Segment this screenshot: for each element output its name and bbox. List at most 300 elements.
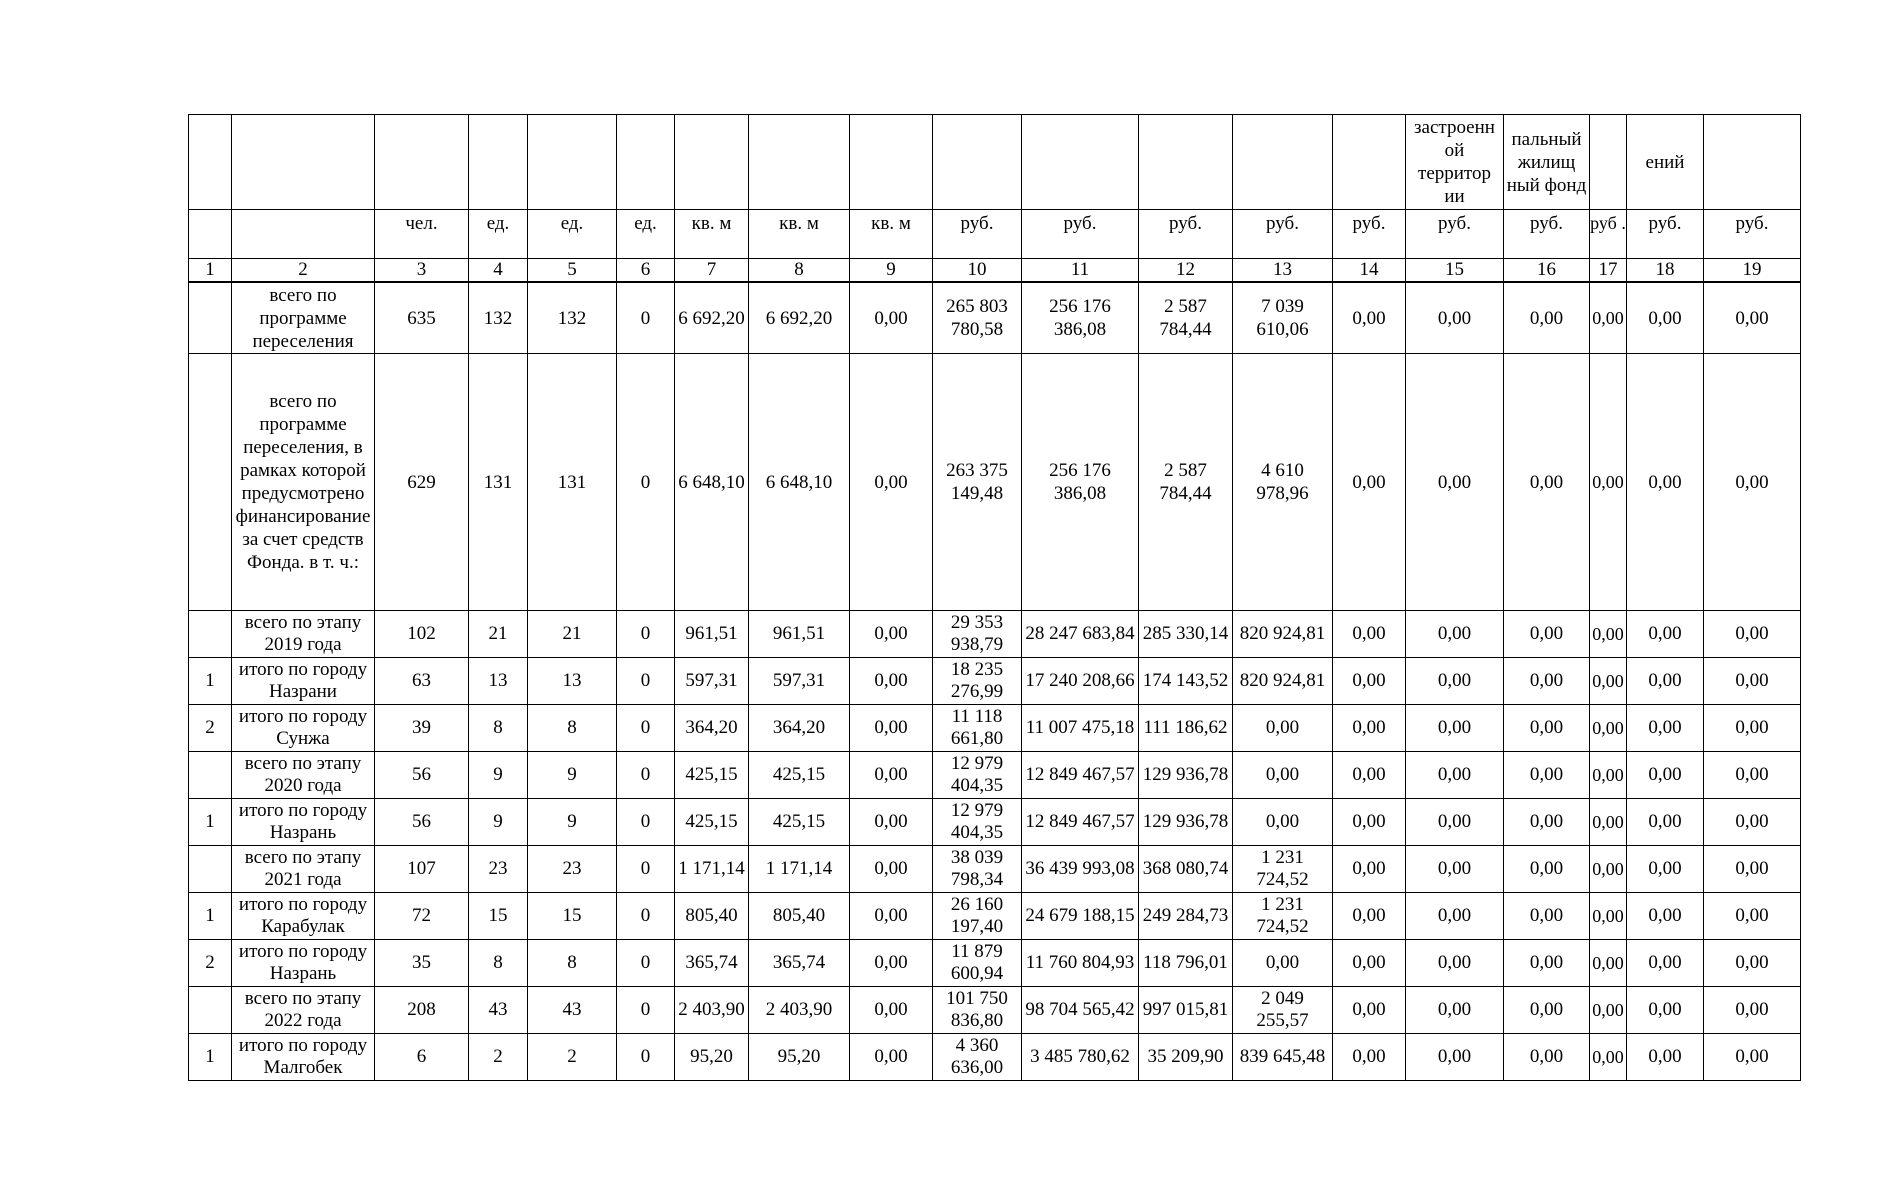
table-cell: 0,00 [850, 752, 933, 799]
header-title-col-11 [1022, 115, 1139, 210]
table-cell: 2 403,90 [749, 987, 850, 1034]
table-cell: 1 [189, 799, 232, 846]
table-cell: 0 [617, 705, 675, 752]
table-cell: 9 [528, 799, 617, 846]
table-cell: 0,00 [1590, 611, 1627, 658]
table-cell: 0,00 [1627, 799, 1704, 846]
header-unit-col-5: ед. [528, 210, 617, 259]
table-cell: 0,00 [1504, 611, 1590, 658]
table-cell: всего по программе переселения [232, 282, 375, 354]
header-unit-col-11: руб. [1022, 210, 1139, 259]
header-title-col-18: ений [1627, 115, 1704, 210]
table-cell: 131 [469, 354, 528, 611]
header-unit-col-4: ед. [469, 210, 528, 259]
table-cell: 43 [469, 987, 528, 1034]
table-cell: 256 176 386,08 [1022, 282, 1139, 354]
header-title-row [189, 115, 1801, 210]
table-cell: 961,51 [749, 611, 850, 658]
header-number-col-2: 2 [232, 259, 375, 283]
table-cell: 365,74 [675, 940, 749, 987]
table-cell: всего по этапу 2020 года [232, 752, 375, 799]
table-row [189, 354, 1801, 611]
table-cell: 38 039 798,34 [933, 846, 1022, 893]
table-cell: 1 171,14 [749, 846, 850, 893]
table-cell: 0,00 [1704, 940, 1801, 987]
table-cell: 0,00 [1333, 893, 1406, 940]
table-cell: 0,00 [1406, 752, 1504, 799]
table-cell [189, 987, 232, 1034]
table-cell: 6 648,10 [749, 354, 850, 611]
table-cell: 597,31 [675, 658, 749, 705]
header-unit-col-16: руб. [1504, 210, 1590, 259]
header-number-row [189, 259, 1801, 283]
header-number-col-9: 9 [850, 259, 933, 283]
header-title-col-4 [469, 115, 528, 210]
header-title-col-7 [675, 115, 749, 210]
table-cell: 0 [617, 354, 675, 611]
table-cell: 0,00 [1504, 705, 1590, 752]
header-number-col-17: 17 [1590, 259, 1627, 283]
table-cell: 9 [469, 799, 528, 846]
table-cell: 6 692,20 [675, 282, 749, 354]
table-cell: 107 [375, 846, 469, 893]
table-cell: 21 [469, 611, 528, 658]
table-cell: 0,00 [1504, 799, 1590, 846]
table-cell: 1 231 724,52 [1233, 846, 1333, 893]
table-cell: всего по этапу 2022 года [232, 987, 375, 1034]
table-cell: 0,00 [1406, 846, 1504, 893]
table-cell: 6 [375, 1034, 469, 1081]
table-cell: 1 [189, 658, 232, 705]
table-cell: 17 240 208,66 [1022, 658, 1139, 705]
table-cell: 0,00 [1590, 1034, 1627, 1081]
table-row [189, 705, 1801, 752]
table-cell: 961,51 [675, 611, 749, 658]
table-cell: 0,00 [1406, 987, 1504, 1034]
table-cell: 8 [528, 940, 617, 987]
table-cell: 839 645,48 [1233, 1034, 1333, 1081]
table-cell: 0,00 [1504, 940, 1590, 987]
table-cell: 0,00 [850, 658, 933, 705]
table-cell: 0 [617, 846, 675, 893]
table-cell: 0 [617, 1034, 675, 1081]
table-cell: 0,00 [1406, 1034, 1504, 1081]
resettlement-program-table [188, 114, 1801, 1081]
header-number-col-3: 3 [375, 259, 469, 283]
header-unit-col-19: руб. [1704, 210, 1801, 259]
header-unit-col-17: руб . [1590, 210, 1627, 259]
table-cell: 8 [469, 705, 528, 752]
table-cell: итого по городу Назрань [232, 799, 375, 846]
table-cell: 35 209,90 [1139, 1034, 1233, 1081]
table-cell: 0,00 [1504, 354, 1590, 611]
table-cell: 597,31 [749, 658, 850, 705]
table-cell: 425,15 [675, 799, 749, 846]
table-cell: 0,00 [1590, 658, 1627, 705]
table-cell: 36 439 993,08 [1022, 846, 1139, 893]
table-cell: 2 403,90 [675, 987, 749, 1034]
header-title-col-9 [850, 115, 933, 210]
table-cell: 0,00 [1333, 658, 1406, 705]
table-cell: 0,00 [1233, 799, 1333, 846]
table-cell: 0,00 [1504, 658, 1590, 705]
table-cell: 8 [469, 940, 528, 987]
table-cell: 11 879 600,94 [933, 940, 1022, 987]
header-unit-col-14: руб. [1333, 210, 1406, 259]
table-cell: 26 160 197,40 [933, 893, 1022, 940]
table-cell: 0,00 [1590, 846, 1627, 893]
table-cell: 629 [375, 354, 469, 611]
table-cell: всего по этапу 2019 года [232, 611, 375, 658]
table-row [189, 1034, 1801, 1081]
table-cell: 997 015,81 [1139, 987, 1233, 1034]
header-title-col-12 [1139, 115, 1233, 210]
table-cell: 102 [375, 611, 469, 658]
table-cell: 63 [375, 658, 469, 705]
header-unit-col-8: кв. м [749, 210, 850, 259]
header-number-col-6: 6 [617, 259, 675, 283]
table-cell [189, 752, 232, 799]
table-cell: 0,00 [1504, 752, 1590, 799]
header-number-col-14: 14 [1333, 259, 1406, 283]
header-number-col-8: 8 [749, 259, 850, 283]
table-cell: 0,00 [1704, 799, 1801, 846]
table-cell: 35 [375, 940, 469, 987]
table-cell [189, 354, 232, 611]
table-cell: 0,00 [850, 987, 933, 1034]
table-cell: 2 [528, 1034, 617, 1081]
table-cell: 12 979 404,35 [933, 752, 1022, 799]
header-title-col-2 [232, 115, 375, 210]
table-cell: 0,00 [1406, 940, 1504, 987]
table-cell: 0,00 [1406, 658, 1504, 705]
table-cell: 0,00 [850, 1034, 933, 1081]
table-cell: 0 [617, 893, 675, 940]
table-cell: 12 849 467,57 [1022, 799, 1139, 846]
table-cell: 0,00 [1704, 282, 1801, 354]
table-cell: 9 [528, 752, 617, 799]
table-cell: итого по городу Назрани [232, 658, 375, 705]
table-cell: 15 [528, 893, 617, 940]
table-cell: 0,00 [1627, 611, 1704, 658]
table-cell: 56 [375, 752, 469, 799]
header-unit-col-9: кв. м [850, 210, 933, 259]
table-cell: 111 186,62 [1139, 705, 1233, 752]
header-title-col-17 [1590, 115, 1627, 210]
table-cell: 0,00 [1704, 611, 1801, 658]
table-cell: 0,00 [1704, 893, 1801, 940]
header-number-col-7: 7 [675, 259, 749, 283]
table-cell: 0,00 [1590, 705, 1627, 752]
table-cell: 28 247 683,84 [1022, 611, 1139, 658]
table-cell: 0,00 [1504, 893, 1590, 940]
header-number-col-11: 11 [1022, 259, 1139, 283]
table-cell: 0,00 [1627, 846, 1704, 893]
header-title-col-8 [749, 115, 850, 210]
table-cell: 1 231 724,52 [1233, 893, 1333, 940]
table-cell: 2 [189, 705, 232, 752]
table-cell: 0,00 [1333, 282, 1406, 354]
table-cell: 0,00 [1590, 282, 1627, 354]
header-title-col-10 [933, 115, 1022, 210]
table-cell: 208 [375, 987, 469, 1034]
table-cell: 2 [189, 940, 232, 987]
header-unit-col-12: руб. [1139, 210, 1233, 259]
table-cell: 0,00 [1233, 940, 1333, 987]
table-cell: 368 080,74 [1139, 846, 1233, 893]
header-number-col-1: 1 [189, 259, 232, 283]
table-cell: 0,00 [1627, 893, 1704, 940]
table-cell: итого по городу Назрань [232, 940, 375, 987]
table-cell: 7 039 610,06 [1233, 282, 1333, 354]
table-cell: 0,00 [1704, 658, 1801, 705]
table-cell: 0,00 [1627, 354, 1704, 611]
table-cell: 29 353 938,79 [933, 611, 1022, 658]
header-title-col-16: пальный жилищ ный фонд [1504, 115, 1590, 210]
table-cell: 0,00 [1406, 354, 1504, 611]
table-cell: 56 [375, 799, 469, 846]
table-cell: 8 [528, 705, 617, 752]
table-cell: 11 118 661,80 [933, 705, 1022, 752]
table-cell: 129 936,78 [1139, 752, 1233, 799]
table-cell: 0,00 [1627, 282, 1704, 354]
header-unit-col-18: руб. [1627, 210, 1704, 259]
table-cell: 2 049 255,57 [1233, 987, 1333, 1034]
table-cell: 11 007 475,18 [1022, 705, 1139, 752]
header-number-col-13: 13 [1233, 259, 1333, 283]
header-number-col-15: 15 [1406, 259, 1504, 283]
table-cell [189, 611, 232, 658]
table-cell: 0,00 [1590, 940, 1627, 987]
table-cell: 23 [469, 846, 528, 893]
header-unit-col-13: руб. [1233, 210, 1333, 259]
table-cell: 0,00 [1406, 893, 1504, 940]
table-cell: 2 587 784,44 [1139, 282, 1233, 354]
table-cell: 132 [469, 282, 528, 354]
table-cell: 0 [617, 940, 675, 987]
table-cell: 805,40 [749, 893, 850, 940]
table-cell: 0,00 [850, 705, 933, 752]
header-units-row [189, 210, 1801, 259]
table-cell: 3 485 780,62 [1022, 1034, 1139, 1081]
table-cell: 0,00 [1590, 987, 1627, 1034]
header-number-col-5: 5 [528, 259, 617, 283]
header-title-col-5 [528, 115, 617, 210]
table-cell: 0,00 [1233, 752, 1333, 799]
table-cell: 249 284,73 [1139, 893, 1233, 940]
table-cell: 0 [617, 611, 675, 658]
table-row [189, 987, 1801, 1034]
table-cell: итого по городу Сунжа [232, 705, 375, 752]
table-cell: 0,00 [1704, 705, 1801, 752]
table-cell: 285 330,14 [1139, 611, 1233, 658]
table-cell: 0,00 [1333, 611, 1406, 658]
table-cell: 256 176 386,08 [1022, 354, 1139, 611]
table-cell: 0,00 [1333, 940, 1406, 987]
table-cell: 0,00 [1406, 611, 1504, 658]
table-cell: 4 610 978,96 [1233, 354, 1333, 611]
table-cell: 0,00 [1627, 752, 1704, 799]
table-cell: 0,00 [1590, 752, 1627, 799]
table-cell: 1 [189, 1034, 232, 1081]
table-cell: 365,74 [749, 940, 850, 987]
table-cell: 11 760 804,93 [1022, 940, 1139, 987]
table-cell: 0,00 [1704, 354, 1801, 611]
table-row [189, 611, 1801, 658]
table-cell: 0,00 [850, 354, 933, 611]
table-cell: 101 750 836,80 [933, 987, 1022, 1034]
header-unit-col-7: кв. м [675, 210, 749, 259]
table-cell: 1 [189, 893, 232, 940]
table-cell: 0,00 [1590, 354, 1627, 611]
header-unit-col-2 [232, 210, 375, 259]
table-cell: 118 796,01 [1139, 940, 1233, 987]
table-cell: 0,00 [1704, 987, 1801, 1034]
table-cell: 12 979 404,35 [933, 799, 1022, 846]
table-cell: 95,20 [675, 1034, 749, 1081]
table-cell: 0 [617, 987, 675, 1034]
table-cell: 425,15 [675, 752, 749, 799]
table-cell: 635 [375, 282, 469, 354]
table-cell: 0,00 [1406, 799, 1504, 846]
header-number-col-4: 4 [469, 259, 528, 283]
header-title-col-15: застроенн ой территор ии [1406, 115, 1504, 210]
table-cell: всего по программе переселения, в рамках которой предусмотрено финансирование за счет средств Фонда. в т. ч.: [232, 354, 375, 611]
header-number-col-10: 10 [933, 259, 1022, 283]
header-number-col-18: 18 [1627, 259, 1704, 283]
table-cell: 95,20 [749, 1034, 850, 1081]
table-cell: 0,00 [850, 282, 933, 354]
table-cell: 98 704 565,42 [1022, 987, 1139, 1034]
table-cell: 15 [469, 893, 528, 940]
table-cell: 72 [375, 893, 469, 940]
table-row [189, 752, 1801, 799]
table-cell [189, 846, 232, 893]
table-cell: 6 648,10 [675, 354, 749, 611]
table-cell: 0,00 [850, 611, 933, 658]
table-row [189, 893, 1801, 940]
table-cell: 0,00 [1333, 705, 1406, 752]
table-cell: 0,00 [850, 799, 933, 846]
table-row [189, 282, 1801, 354]
table-cell: 0,00 [1333, 354, 1406, 611]
header-unit-col-1 [189, 210, 232, 259]
table-cell: 132 [528, 282, 617, 354]
table-cell: 0 [617, 799, 675, 846]
table-cell: 0,00 [1627, 940, 1704, 987]
table-cell: 0,00 [1704, 846, 1801, 893]
table-row [189, 846, 1801, 893]
table-cell: 129 936,78 [1139, 799, 1233, 846]
header-unit-col-15: руб. [1406, 210, 1504, 259]
table-cell: 24 679 188,15 [1022, 893, 1139, 940]
header-number-col-19: 19 [1704, 259, 1801, 283]
table-cell: 0,00 [850, 893, 933, 940]
table-cell: 0,00 [1333, 987, 1406, 1034]
table-cell: 0,00 [1627, 987, 1704, 1034]
table-cell: 0,00 [1333, 752, 1406, 799]
header-title-col-19 [1704, 115, 1801, 210]
table-cell: 2 587 784,44 [1139, 354, 1233, 611]
header-unit-col-10: руб. [933, 210, 1022, 259]
table-cell: итого по городу Малгобек [232, 1034, 375, 1081]
table-cell: 0,00 [1704, 752, 1801, 799]
table-cell: 0,00 [1590, 799, 1627, 846]
table-cell: 18 235 276,99 [933, 658, 1022, 705]
table-cell: 0,00 [1233, 705, 1333, 752]
table-cell: 0,00 [1504, 1034, 1590, 1081]
table-cell: 6 692,20 [749, 282, 850, 354]
header-title-col-14 [1333, 115, 1406, 210]
table-cell: 174 143,52 [1139, 658, 1233, 705]
table-cell: 820 924,81 [1233, 611, 1333, 658]
table-row [189, 940, 1801, 987]
table-cell: 265 803 780,58 [933, 282, 1022, 354]
table-cell: 0,00 [1504, 846, 1590, 893]
table-cell: 364,20 [749, 705, 850, 752]
table-cell: 1 171,14 [675, 846, 749, 893]
header-title-col-6 [617, 115, 675, 210]
table-cell: 425,15 [749, 752, 850, 799]
table-cell: 263 375 149,48 [933, 354, 1022, 611]
table-cell: 23 [528, 846, 617, 893]
table-cell: 0,00 [1406, 282, 1504, 354]
table-cell: 0,00 [1590, 893, 1627, 940]
header-unit-col-6: ед. [617, 210, 675, 259]
header-title-col-1 [189, 115, 232, 210]
header-number-col-12: 12 [1139, 259, 1233, 283]
table-row [189, 658, 1801, 705]
table-cell: 0,00 [1333, 1034, 1406, 1081]
table-cell: 43 [528, 987, 617, 1034]
table-cell: 0,00 [1627, 658, 1704, 705]
table-cell: 9 [469, 752, 528, 799]
header-unit-col-3: чел. [375, 210, 469, 259]
table-cell: всего по этапу 2021 года [232, 846, 375, 893]
table-cell: 13 [469, 658, 528, 705]
table-cell: 425,15 [749, 799, 850, 846]
table-cell: 0,00 [1333, 799, 1406, 846]
table-cell: 0,00 [850, 940, 933, 987]
table-cell: итого по городу Карабулак [232, 893, 375, 940]
table-cell: 0 [617, 282, 675, 354]
table-cell [189, 282, 232, 354]
table-cell: 0,00 [1627, 705, 1704, 752]
table-cell: 4 360 636,00 [933, 1034, 1022, 1081]
table-row [189, 799, 1801, 846]
table-cell: 0,00 [1333, 846, 1406, 893]
header-title-col-13 [1233, 115, 1333, 210]
table-cell: 131 [528, 354, 617, 611]
table-cell: 39 [375, 705, 469, 752]
table-cell: 0,00 [1504, 987, 1590, 1034]
table-cell: 0,00 [1406, 705, 1504, 752]
table-cell: 21 [528, 611, 617, 658]
table-cell: 805,40 [675, 893, 749, 940]
header-title-col-3 [375, 115, 469, 210]
table-cell: 364,20 [675, 705, 749, 752]
table-cell: 13 [528, 658, 617, 705]
table-cell: 0 [617, 658, 675, 705]
table-cell: 0,00 [1627, 1034, 1704, 1081]
header-number-col-16: 16 [1504, 259, 1590, 283]
table-cell: 12 849 467,57 [1022, 752, 1139, 799]
table-cell: 0,00 [1704, 1034, 1801, 1081]
table-cell: 2 [469, 1034, 528, 1081]
table-cell: 820 924,81 [1233, 658, 1333, 705]
table-cell: 0,00 [850, 846, 933, 893]
table-cell: 0,00 [1504, 282, 1590, 354]
